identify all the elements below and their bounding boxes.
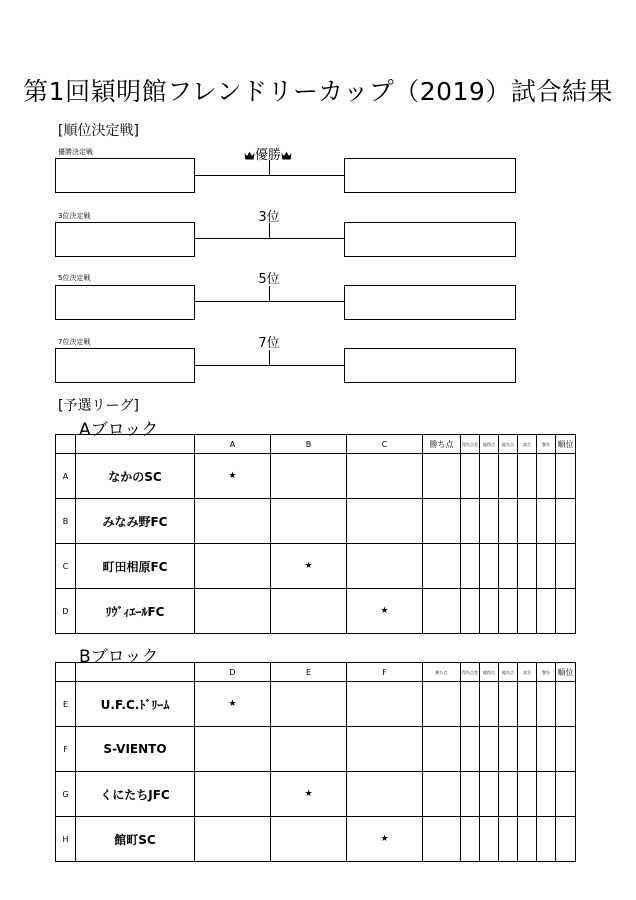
final-match-label: 5位決定戦 bbox=[58, 274, 91, 282]
page-title: 第1回穎明館フレンドリーカップ（2019）試合結果 bbox=[23, 77, 613, 106]
bracket-line bbox=[269, 350, 270, 365]
stat-cell bbox=[518, 817, 537, 862]
team-letter: H bbox=[56, 817, 76, 862]
team-letter: F bbox=[56, 727, 76, 772]
stat-cell bbox=[461, 544, 480, 589]
stat-header-goal-diff: 得失点差 bbox=[461, 663, 480, 682]
stat-cell bbox=[499, 589, 518, 634]
stat-cell bbox=[556, 454, 576, 499]
stat-cell bbox=[423, 499, 461, 544]
stat-cell bbox=[480, 727, 499, 772]
team-letter: G bbox=[56, 772, 76, 817]
opponent-header: F bbox=[347, 663, 423, 682]
stat-cell bbox=[537, 589, 556, 634]
table-row bbox=[56, 454, 576, 499]
team-letter: E bbox=[56, 682, 76, 727]
stat-cell bbox=[480, 589, 499, 634]
stat-cell bbox=[423, 727, 461, 772]
team-name: U.F.C.ﾄﾞﾘｰﾑ bbox=[76, 682, 195, 727]
stat-cell bbox=[480, 682, 499, 727]
result-cell bbox=[195, 772, 271, 817]
table-header-row bbox=[56, 663, 576, 682]
stat-header-warnings: 警告 bbox=[537, 663, 556, 682]
result-cell bbox=[347, 727, 423, 772]
team-name: 町田相原FC bbox=[76, 544, 195, 589]
stat-cell bbox=[480, 454, 499, 499]
stat-cell bbox=[537, 727, 556, 772]
diagonal-mark: ★ bbox=[195, 454, 271, 499]
league-table-b bbox=[55, 662, 576, 862]
result-cell bbox=[271, 727, 347, 772]
stat-cell bbox=[461, 454, 480, 499]
table-row bbox=[56, 589, 576, 634]
stat-cell bbox=[423, 817, 461, 862]
stat-cell bbox=[461, 589, 480, 634]
stat-cell bbox=[461, 772, 480, 817]
final-match-label: 3位決定戦 bbox=[58, 212, 91, 220]
stat-cell bbox=[499, 499, 518, 544]
table-header-row bbox=[56, 435, 576, 454]
team-slot-right bbox=[344, 285, 516, 320]
team-name: ﾘｳﾞｨｴｰﾙFC bbox=[76, 589, 195, 634]
place-text: 優勝 bbox=[254, 148, 281, 163]
stat-cell bbox=[461, 727, 480, 772]
diagonal-mark: ★ bbox=[271, 772, 347, 817]
stat-header-goals-for: 総得点 bbox=[480, 435, 499, 454]
stat-cell bbox=[461, 499, 480, 544]
final-place-label bbox=[218, 144, 318, 163]
table-row bbox=[56, 499, 576, 544]
result-cell bbox=[347, 499, 423, 544]
team-name: みなみ野FC bbox=[76, 499, 195, 544]
stat-cell bbox=[556, 727, 576, 772]
table-row bbox=[56, 682, 576, 727]
result-cell bbox=[271, 682, 347, 727]
stat-cell bbox=[423, 682, 461, 727]
stat-header-warnings: 警告 bbox=[537, 435, 556, 454]
stat-cell bbox=[518, 499, 537, 544]
result-cell bbox=[195, 544, 271, 589]
stat-header-points: 勝ち点 bbox=[423, 663, 461, 682]
stat-header-goals-against: 総失点 bbox=[499, 435, 518, 454]
team-slot-left bbox=[55, 158, 195, 193]
opponent-header: B bbox=[271, 435, 347, 454]
stat-header-matches: 試合 bbox=[518, 435, 537, 454]
result-cell bbox=[195, 817, 271, 862]
team-letter: B bbox=[56, 499, 76, 544]
header-cell bbox=[76, 435, 195, 454]
block-label: Aブロック bbox=[79, 420, 159, 440]
stat-cell bbox=[480, 817, 499, 862]
result-cell bbox=[195, 727, 271, 772]
result-cell bbox=[347, 544, 423, 589]
table-row bbox=[56, 817, 576, 862]
stat-header-matches: 試合 bbox=[518, 663, 537, 682]
bracket-line bbox=[269, 160, 270, 175]
stat-cell bbox=[556, 772, 576, 817]
result-cell bbox=[347, 454, 423, 499]
team-slot-right bbox=[344, 158, 516, 193]
final-match-label: 7位決定戦 bbox=[58, 338, 91, 346]
diagonal-mark: ★ bbox=[347, 589, 423, 634]
stat-header-goals-for: 総得点 bbox=[480, 663, 499, 682]
table-row bbox=[56, 772, 576, 817]
team-slot-left bbox=[55, 348, 195, 383]
team-slot-left bbox=[55, 222, 195, 257]
opponent-header: D bbox=[195, 663, 271, 682]
result-cell bbox=[347, 772, 423, 817]
team-slot-right bbox=[344, 222, 516, 257]
stat-cell bbox=[518, 682, 537, 727]
team-slot-left bbox=[55, 285, 195, 320]
crown-icon bbox=[244, 151, 255, 160]
team-slot-right bbox=[344, 348, 516, 383]
stat-cell bbox=[499, 682, 518, 727]
stat-cell bbox=[499, 772, 518, 817]
stat-cell bbox=[537, 682, 556, 727]
bracket-line bbox=[269, 223, 270, 238]
stat-cell bbox=[518, 454, 537, 499]
stat-header-points: 勝ち点 bbox=[423, 435, 461, 454]
finals-section-label: [順位決定戦] bbox=[58, 123, 139, 139]
diagonal-mark: ★ bbox=[271, 544, 347, 589]
bracket-line bbox=[195, 301, 344, 302]
block-label: Bブロック bbox=[79, 647, 159, 667]
bracket-line bbox=[195, 175, 344, 176]
stat-cell bbox=[480, 499, 499, 544]
opponent-header: C bbox=[347, 435, 423, 454]
bracket-line bbox=[269, 286, 270, 301]
result-cell bbox=[347, 682, 423, 727]
table-row bbox=[56, 727, 576, 772]
final-place-label: 5位 bbox=[258, 272, 280, 287]
result-cell bbox=[271, 499, 347, 544]
team-name: なかのSC bbox=[76, 454, 195, 499]
header-cell bbox=[56, 435, 76, 454]
stat-cell bbox=[537, 544, 556, 589]
team-name: 館町SC bbox=[76, 817, 195, 862]
stat-cell bbox=[556, 682, 576, 727]
stat-cell bbox=[423, 454, 461, 499]
stat-cell bbox=[556, 499, 576, 544]
opponent-header: A bbox=[195, 435, 271, 454]
team-letter: A bbox=[56, 454, 76, 499]
stat-cell bbox=[423, 772, 461, 817]
team-name: くにたちJFC bbox=[76, 772, 195, 817]
result-cell bbox=[195, 499, 271, 544]
stat-cell bbox=[518, 589, 537, 634]
team-letter: C bbox=[56, 544, 76, 589]
bracket-line bbox=[195, 238, 344, 239]
result-cell bbox=[271, 817, 347, 862]
stat-cell bbox=[556, 589, 576, 634]
league-section-label: [予選リーグ] bbox=[58, 398, 139, 414]
team-letter: D bbox=[56, 589, 76, 634]
stat-cell bbox=[499, 727, 518, 772]
stat-cell bbox=[480, 772, 499, 817]
stat-cell bbox=[537, 772, 556, 817]
stat-cell bbox=[461, 682, 480, 727]
stat-cell bbox=[499, 454, 518, 499]
stat-cell bbox=[537, 817, 556, 862]
final-match-label: 優勝決定戦 bbox=[58, 148, 93, 156]
stat-cell bbox=[556, 817, 576, 862]
stat-cell bbox=[556, 544, 576, 589]
stat-cell bbox=[499, 817, 518, 862]
result-cell bbox=[271, 454, 347, 499]
stat-cell bbox=[518, 772, 537, 817]
bracket-line bbox=[195, 365, 344, 366]
stat-cell bbox=[461, 817, 480, 862]
stat-cell bbox=[480, 544, 499, 589]
stat-cell bbox=[423, 589, 461, 634]
team-name: S-VIENTO bbox=[76, 727, 195, 772]
crown-icon bbox=[281, 151, 292, 160]
opponent-header: E bbox=[271, 663, 347, 682]
header-cell bbox=[56, 663, 76, 682]
stat-cell bbox=[423, 544, 461, 589]
result-cell bbox=[195, 589, 271, 634]
stat-header-rank: 順位 bbox=[556, 435, 576, 454]
final-place-label: 7位 bbox=[258, 336, 280, 351]
stat-header-goal-diff: 得失点差 bbox=[461, 435, 480, 454]
table-row bbox=[56, 544, 576, 589]
stat-cell bbox=[518, 544, 537, 589]
final-place-label: 3位 bbox=[258, 210, 280, 225]
league-table-a bbox=[55, 434, 576, 634]
diagonal-mark: ★ bbox=[347, 817, 423, 862]
stat-cell bbox=[518, 727, 537, 772]
stat-cell bbox=[537, 499, 556, 544]
stat-cell bbox=[499, 544, 518, 589]
stat-header-goals-against: 総失点 bbox=[499, 663, 518, 682]
stat-header-rank: 順位 bbox=[556, 663, 576, 682]
diagonal-mark: ★ bbox=[195, 682, 271, 727]
result-cell bbox=[271, 589, 347, 634]
header-cell bbox=[76, 663, 195, 682]
stat-cell bbox=[537, 454, 556, 499]
